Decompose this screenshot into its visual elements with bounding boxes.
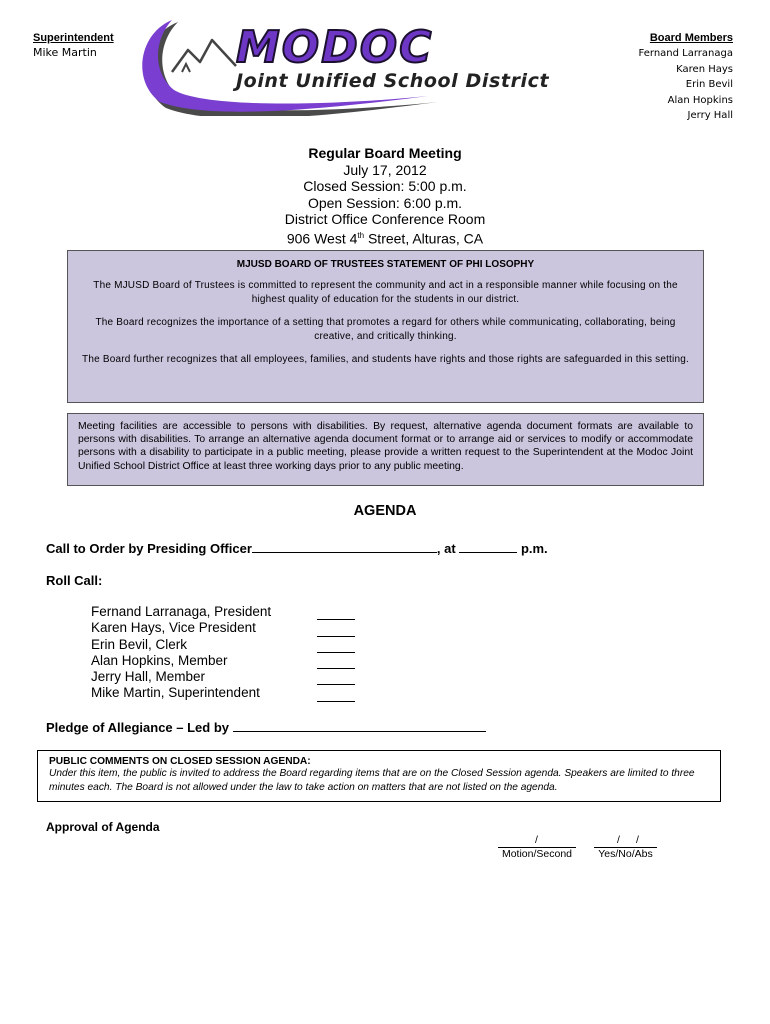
meeting-date: July 17, 2012 (343, 161, 427, 178)
meeting-address: 906 West 4th Street, Alturas, CA (286, 230, 484, 247)
approval-of-agenda: Approval of Agenda (46, 820, 160, 834)
roll-member: Alan Hopkins, Member (91, 652, 228, 668)
roll-blank[interactable] (317, 637, 355, 653)
public-comments-text: Under this item, the public is invited to address the Board regarding items that are on the Closed Session agenda. Speakers are limited to three minutes each. The Board is not allowed under the law to take action on matters that are not listed on the agenda. (49, 768, 695, 793)
roll-member: Mike Martin, Superintendent (91, 685, 260, 701)
call-time-blank[interactable] (459, 540, 517, 553)
philosophy-paragraph: The MJUSD Board of Trustees is committed to represent the community and act in a responsible manner while focusing on the highest quality of education for the students in our district. (93, 280, 678, 305)
pledge-of-allegiance: Pledge of Allegiance – Led by (46, 719, 486, 735)
board-members-heading: Board Members (649, 32, 733, 44)
roll-blank[interactable] (317, 604, 355, 620)
public-comments-box (37, 750, 721, 802)
philosophy-paragraph: The Board further recognizes that all employees, families, and students have rights and those rights are safeguarded in this setting. (82, 354, 689, 365)
meeting-title: Regular Board Meeting (308, 145, 462, 161)
roll-call-blanks (317, 604, 355, 702)
yes-no-abs-label: Yes/No/Abs (598, 848, 653, 860)
accessibility-notice: Meeting facilities are accessible to persons with disabilities. By request, alternative agenda document formats are available to persons with disabilities. To arrange an alternative agenda document format or to arrange aid or services to modify or accommodate persons with a disability to participate in a public meeting, please provide a written request to the Superintendent at the Modoc Joint Unified School District Office at least three working days prior to any public meeting. (67, 413, 704, 486)
board-member: Erin Bevil (685, 79, 733, 91)
roll-member: Jerry Hall, Member (91, 669, 206, 685)
superintendent-name: Mike Martin (33, 46, 97, 59)
philosophy-title: MJUSD BOARD OF TRUSTEES STATEMENT OF PHI LOSOPHY (236, 259, 535, 270)
board-member: Karen Hays (676, 63, 733, 75)
roll-call-heading: Roll Call: (46, 573, 103, 588)
open-session-time: Open Session: 6:00 p.m. (307, 194, 463, 211)
motion-second-field[interactable]: / Motion/Second (498, 834, 576, 860)
philosophy-box (67, 250, 704, 403)
presiding-officer-blank[interactable] (252, 540, 437, 553)
superintendent-heading: Superintendent (33, 32, 114, 44)
roll-call-list (91, 604, 271, 702)
meeting-info (0, 145, 770, 247)
roll-blank[interactable] (317, 653, 355, 669)
agenda-title: AGENDA (353, 503, 417, 519)
board-members-list (639, 46, 733, 124)
public-comments-title: PUBLIC COMMENTS ON CLOSED SESSION AGENDA: (49, 756, 311, 767)
roll-member: Karen Hays, Vice President (91, 620, 256, 636)
board-member: Jerry Hall (687, 110, 733, 122)
roll-member: Fernand Larranaga, President (91, 604, 272, 619)
logo-subtitle: Joint Unified School District (236, 70, 550, 92)
roll-blank[interactable] (317, 669, 355, 685)
motion-second-label: Motion/Second (501, 848, 573, 860)
roll-member: Erin Bevil, Clerk (91, 636, 188, 652)
board-member: Alan Hopkins (667, 94, 733, 106)
call-to-order: Call to Order by Presiding Officer , at p.m. (46, 541, 548, 556)
roll-blank[interactable] (317, 620, 355, 636)
roll-blank[interactable] (317, 685, 355, 701)
pledge-leader-blank[interactable] (233, 719, 486, 732)
logo-mountain-icon (172, 40, 236, 72)
philosophy-paragraph: The Board recognizes the importance of a setting that promotes a regard for others while communicating, collaborating, being creative, and critically thinking. (95, 317, 676, 342)
closed-session-time: Closed Session: 5:00 p.m. (303, 178, 467, 194)
yes-no-abs-field[interactable]: / / Yes/No/Abs (594, 834, 657, 860)
logo-word: MODOC (236, 22, 434, 73)
meeting-location: District Office Conference Room (284, 211, 486, 227)
board-member: Fernand Larranaga (638, 48, 733, 59)
